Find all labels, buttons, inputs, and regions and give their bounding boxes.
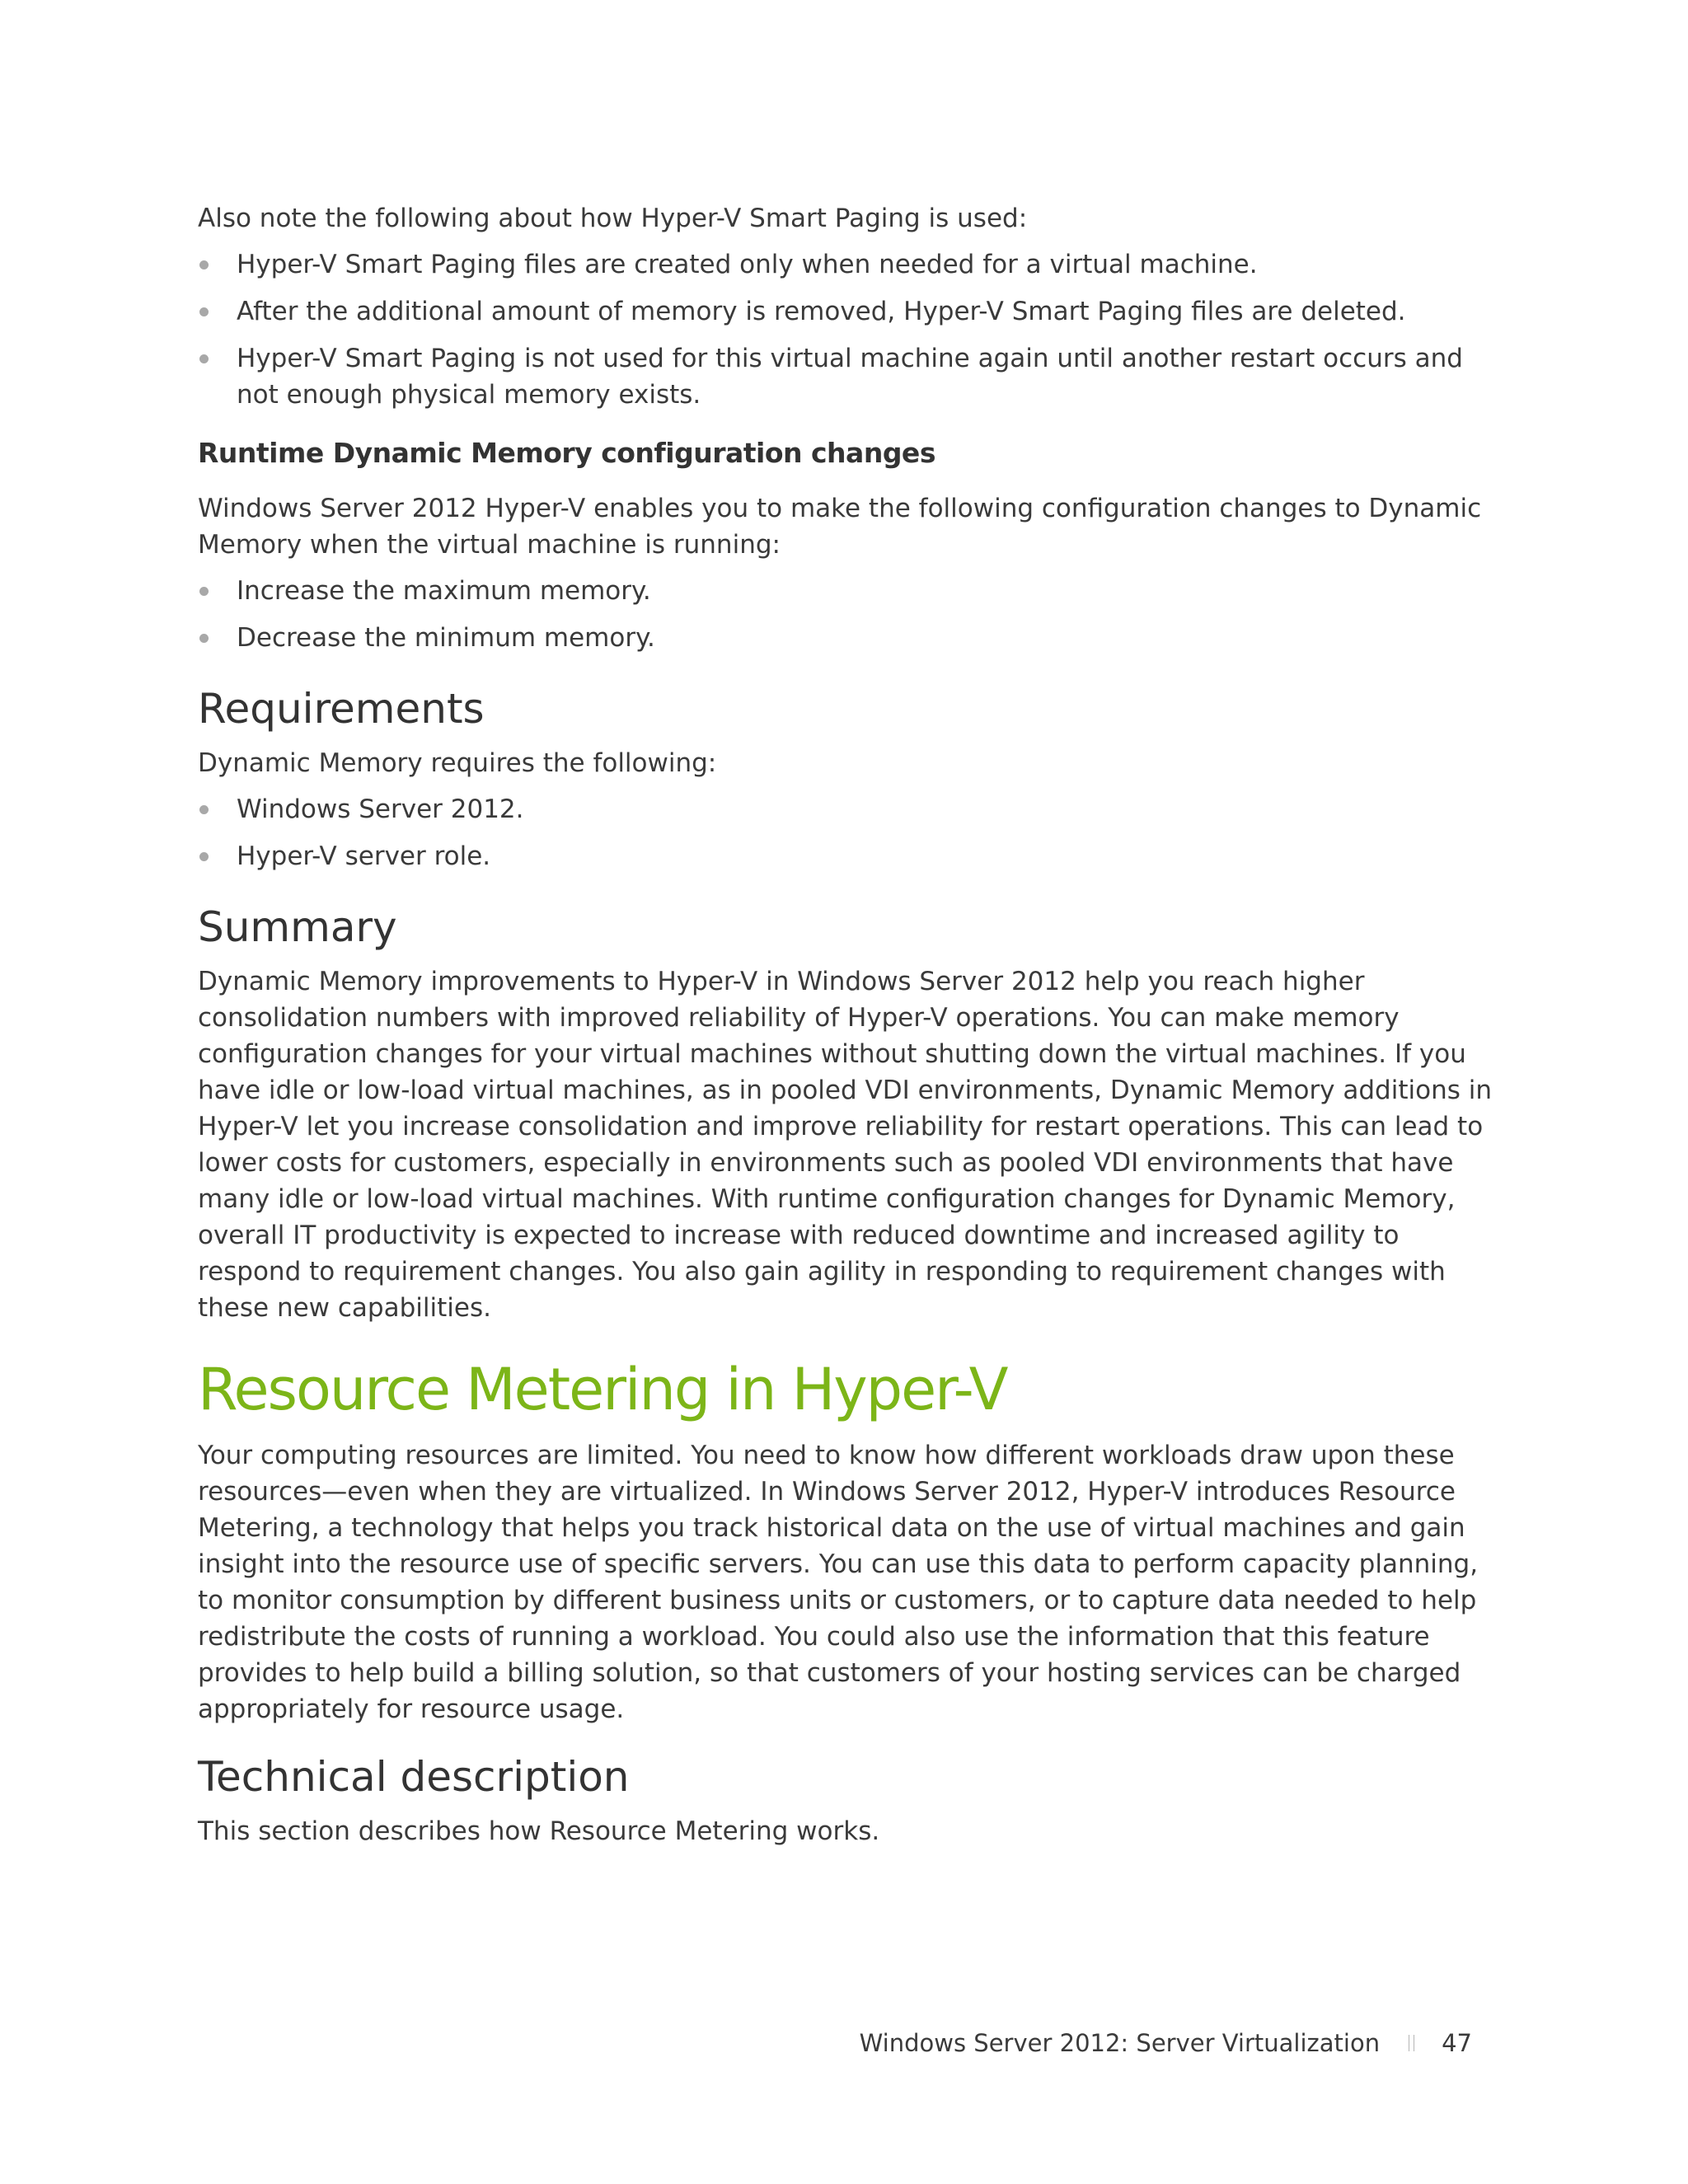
page-number: 47 [1442, 2029, 1472, 2057]
bullet-icon [199, 587, 209, 596]
bullet-icon [199, 805, 209, 814]
resource-metering-paragraph: Your computing resources are limited. You need to know how different workloads draw upon these resources—even when they are virtualized. In Windows Server 2012, Hyper-V introduces Resource Metering, a technology that helps you track historical data on the use of virtual machines and gain insight into the resource use of specific servers. You can use this data to perform capacity planning, to monitor consumption by different business units or customers, or to capture data needed to help redistribute the costs of running a workload. You could also use the information that this feature provides to help build a billing solution, so that customers of your hosting services can be charged appropriately for resource usage. [198, 1441, 1479, 1724]
page-footer [860, 2029, 1472, 2057]
list-item: Decrease the minimum memory. [198, 620, 1492, 656]
page-content [198, 200, 1492, 1849]
bullet-icon [199, 852, 209, 861]
footer-separator-icon [1409, 2035, 1414, 2051]
list-item: Windows Server 2012. [198, 791, 1492, 827]
runtime-heading: Runtime Dynamic Memory configuration changes [198, 437, 935, 469]
runtime-paragraph: Windows Server 2012 Hyper-V enables you to make the following configuration changes to Dynamic Memory when the virtual machine is running: [198, 494, 1482, 560]
summary-heading: Summary [198, 903, 397, 951]
resource-metering-heading: Resource Metering in Hyper-V [198, 1356, 1007, 1423]
summary-paragraph: Dynamic Memory improvements to Hyper-V in Windows Server 2012 help you reach higher consolidation numbers with improved reliability of Hyper-V operations. You can make memory configuration changes for your virtual machines without shutting down the virtual machines. If you have idle or low-load virtual machines, as in pooled VDI environments, Dynamic Memory additions in Hyper-V let you increase consolidation and improve reliability for restart operations. This can lead to lower costs for customers, especially in environments such as pooled VDI environments that have many idle or low-load virtual machines. With runtime configuration changes for Dynamic Memory, overall IT productivity is expected to increase with reduced downtime and increased agility to respond to requirement changes. You also gain agility in responding to requirement changes with these new capabilities. [198, 967, 1492, 1323]
bullet-icon [199, 634, 209, 643]
list-item: Hyper-V Smart Paging files are created only when needed for a virtual machine. [198, 246, 1492, 283]
list-item: Hyper-V server role. [198, 838, 1492, 874]
bullet-icon [199, 354, 209, 363]
footer-title: Windows Server 2012: Server Virtualization [859, 2029, 1381, 2057]
list-item: Increase the maximum memory. [198, 573, 1492, 609]
list-item: Hyper-V Smart Paging is not used for this virtual machine again until another restart occurs and not enough physical memory exists. [198, 340, 1492, 413]
requirements-paragraph: Dynamic Memory requires the following: [198, 748, 717, 778]
list-item: After the additional amount of memory is removed, Hyper-V Smart Paging files are deleted. [198, 293, 1492, 330]
requirements-heading: Requirements [198, 685, 485, 733]
technical-description-heading: Technical description [198, 1753, 630, 1801]
intro-paragraph: Also note the following about how Hyper-V Smart Paging is used: [198, 204, 1028, 233]
smart-paging-list [198, 246, 1492, 413]
technical-description-paragraph: This section describes how Resource Metering works. [198, 1816, 880, 1846]
bullet-icon [199, 307, 209, 316]
bullet-icon [199, 260, 209, 269]
runtime-list [198, 573, 1492, 656]
requirements-list [198, 791, 1492, 874]
